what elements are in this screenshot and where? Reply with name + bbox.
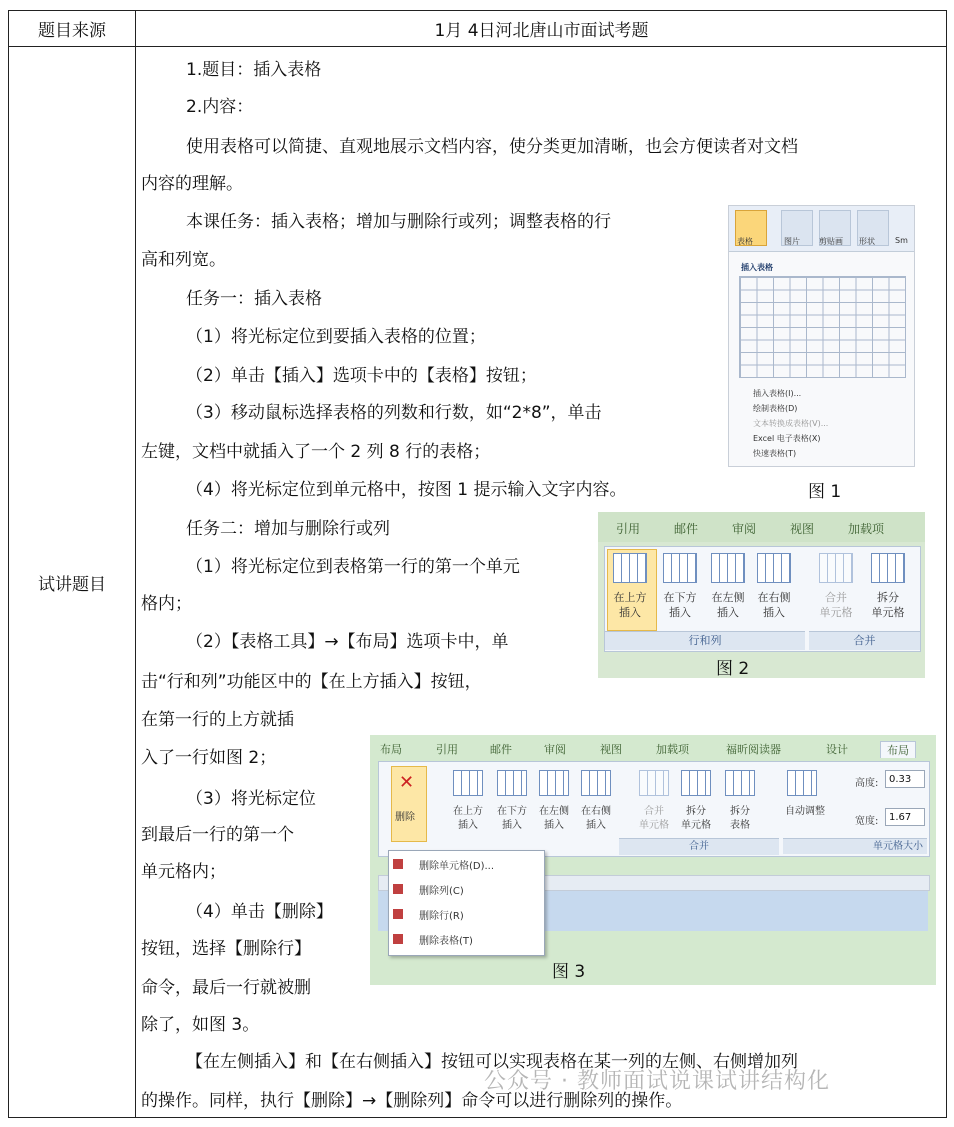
text-line: 【在左侧插入】和【在右侧插入】按钮可以实现表格在某一列的左侧、右侧增加列 bbox=[186, 1052, 798, 1072]
text-line: 内容的理解。 bbox=[141, 174, 243, 194]
delete-table-icon bbox=[393, 934, 403, 944]
fig2-tab: 邮件 bbox=[674, 522, 699, 536]
fig2-btn-label: 插入 bbox=[669, 606, 691, 619]
insert-left-icon bbox=[711, 553, 745, 583]
fig3-btn-label: 在下方 bbox=[497, 806, 527, 817]
fig3-btn-label: 在左侧 bbox=[539, 806, 569, 817]
delete-label: 删除 bbox=[395, 812, 415, 823]
split-cells-icon bbox=[681, 770, 711, 796]
menu-delete-cells[interactable]: 删除单元格(D)... bbox=[419, 861, 495, 872]
column-divider bbox=[135, 11, 136, 1117]
insert-right-icon bbox=[581, 770, 611, 796]
fig3-group-label: 合并 bbox=[619, 838, 779, 855]
figure-2-caption: 图 2 bbox=[716, 659, 750, 679]
fig3-btn-label: 插入 bbox=[586, 820, 606, 831]
text-line: （2）单击【插入】选项卡中的【表格】按钮； bbox=[186, 366, 537, 386]
fig2-tab: 审阅 bbox=[732, 522, 757, 536]
fig2-group-label: 行和列 bbox=[605, 631, 805, 650]
fig1-menu-item: Excel 电子表格(X) bbox=[753, 434, 821, 443]
split-cells-icon bbox=[871, 553, 905, 583]
fig1-ribbon-label: 表格 bbox=[737, 237, 753, 246]
text-line: 使用表格可以简捷、直观地展示文档内容，使分类更加清晰，也会方便读者对文档 bbox=[186, 137, 798, 157]
text-line: 入了一行如图 2； bbox=[141, 748, 277, 768]
figure-3-caption: 图 3 bbox=[552, 962, 586, 982]
text-line: 高和列宽。 bbox=[141, 250, 226, 270]
fig2-btn-label: 在下方 bbox=[663, 591, 697, 604]
merge-cells-icon bbox=[639, 770, 669, 796]
fig2-btn-label: 单元格 bbox=[819, 606, 853, 619]
fig2-btn-label: 拆分 bbox=[877, 591, 899, 604]
side-label: 试讲题目 bbox=[38, 574, 106, 595]
fig2-btn-label: 单元格 bbox=[871, 606, 905, 619]
fig3-tab: 设计 bbox=[826, 743, 848, 756]
insert-above-icon bbox=[613, 553, 647, 583]
fig2-btn-label: 在右侧 bbox=[757, 591, 791, 604]
fig3-btn-label: 单元格 bbox=[639, 820, 669, 831]
fig3-btn-label: 插入 bbox=[544, 820, 564, 831]
fig2-btn-label: 在左侧 bbox=[711, 591, 745, 604]
text-line: 格内； bbox=[141, 594, 192, 614]
fig3-btn-label: 在右侧 bbox=[581, 806, 611, 817]
text-line: 在第一行的上方就插 bbox=[141, 710, 294, 730]
text-line: （4）将光标定位到单元格中，按图 1 提示输入文字内容。 bbox=[186, 480, 627, 500]
fig1-menu bbox=[739, 386, 904, 461]
text-line: 任务二：增加与删除行或列 bbox=[186, 519, 390, 539]
fig3-btn-label: 合并 bbox=[644, 806, 664, 817]
fig1-ribbon-label: Sm bbox=[895, 236, 908, 245]
fig1-menu-item: 插入表格(I)... bbox=[753, 389, 802, 398]
header-divider bbox=[9, 46, 946, 47]
insert-below-icon bbox=[497, 770, 527, 796]
fig2-tab: 视图 bbox=[790, 522, 815, 536]
delete-columns-icon bbox=[393, 884, 403, 894]
fig3-btn-label: 插入 bbox=[502, 820, 522, 831]
merge-cells-icon bbox=[819, 553, 853, 583]
text-line: 1.题目：插入表格 bbox=[186, 60, 322, 80]
fig2-btn-label: 插入 bbox=[717, 606, 739, 619]
watermark: 公众号 · 教师面试说课试讲结构化 bbox=[484, 1069, 830, 1094]
insert-above-icon bbox=[453, 770, 483, 796]
width-input[interactable]: 1.67 bbox=[885, 808, 925, 826]
header-source-value: 1月 4日河北唐山市面试考题 bbox=[434, 21, 649, 41]
text-line: 到最后一行的第一个 bbox=[141, 825, 294, 845]
delete-dropdown-menu bbox=[388, 850, 545, 956]
fig3-tab-active: 布局 bbox=[880, 741, 916, 758]
text-line: （2）【表格工具】→【布局】选项卡中，单 bbox=[186, 632, 509, 652]
fig3-btn-label: 在上方 bbox=[453, 806, 483, 817]
menu-delete-columns[interactable]: 删除列(C) bbox=[419, 886, 464, 897]
fig1-ribbon-label: 图片 bbox=[784, 237, 800, 246]
text-line: 任务一：插入表格 bbox=[186, 289, 322, 309]
fig3-ribbon-body bbox=[378, 761, 930, 857]
split-table-icon bbox=[725, 770, 755, 796]
text-line: （3）将光标定位 bbox=[186, 789, 316, 809]
fig1-menu-item: 绘制表格(D) bbox=[753, 404, 798, 413]
fig2-btn-label: 插入 bbox=[763, 606, 785, 619]
fig3-tab: 布局 bbox=[380, 743, 402, 756]
fig3-tab: 视图 bbox=[600, 743, 622, 756]
figure-1-table-menu bbox=[728, 205, 915, 467]
text-line: 左键，文档中就插入了一个 2 列 8 行的表格； bbox=[141, 442, 491, 462]
delete-rows-icon bbox=[393, 909, 403, 919]
text-line: 2.内容： bbox=[186, 97, 254, 117]
fig1-ribbon bbox=[729, 206, 914, 252]
fig3-btn-label: 表格 bbox=[730, 820, 750, 831]
fig2-btn-label: 在上方 bbox=[613, 591, 647, 604]
autofit-icon bbox=[787, 770, 817, 796]
fig3-tab: 加载项 bbox=[656, 743, 689, 756]
fig3-group-label: 单元格大小 bbox=[783, 838, 927, 854]
text-line: 除了，如图 3。 bbox=[141, 1015, 260, 1035]
fig2-tab-bar bbox=[598, 512, 925, 542]
text-line: 单元格内； bbox=[141, 862, 226, 882]
fig3-btn-label: 插入 bbox=[458, 820, 478, 831]
fig2-group-label: 合并 bbox=[809, 631, 920, 650]
text-line: （3）移动鼠标选择表格的列数和行数，如“2*8”，单击 bbox=[186, 403, 602, 423]
table-grid-picker bbox=[739, 276, 906, 378]
fig2-tab: 引用 bbox=[616, 522, 641, 536]
text-line: 命令，最后一行就被删 bbox=[141, 978, 311, 998]
fig3-tab: 引用 bbox=[436, 743, 458, 756]
fig3-btn-label: 自动调整 bbox=[785, 806, 825, 817]
fig3-btn-label: 拆分 bbox=[730, 806, 750, 817]
fig1-menu-item: 文本转换成表格(V)... bbox=[753, 419, 829, 428]
fig2-btn-label: 插入 bbox=[619, 606, 641, 619]
fig2-btn-label: 合并 bbox=[825, 591, 847, 604]
text-line: 本课任务：插入表格；增加与删除行或列；调整表格的行 bbox=[186, 212, 611, 232]
figure-1-caption: 图 1 bbox=[808, 482, 842, 502]
text-line: （1）将光标定位到要插入表格的位置； bbox=[186, 327, 486, 347]
height-input[interactable]: 0.33 bbox=[885, 770, 925, 788]
insert-below-icon bbox=[663, 553, 697, 583]
text-line: 击“行和列”功能区中的【在上方插入】按钮， bbox=[141, 672, 482, 692]
fig1-ribbon-label: 形状 bbox=[859, 237, 875, 246]
fig1-menu-item: 快速表格(T) bbox=[753, 449, 797, 458]
insert-right-icon bbox=[757, 553, 791, 583]
fig3-btn-label: 单元格 bbox=[681, 820, 711, 831]
insert-left-icon bbox=[539, 770, 569, 796]
fig1-grid-title: 插入表格 bbox=[741, 263, 773, 272]
menu-delete-rows[interactable]: 删除行(R) bbox=[419, 911, 464, 922]
text-line: （4）单击【删除】 bbox=[186, 902, 333, 922]
text-line: （1）将光标定位到表格第一行的第一个单元 bbox=[186, 557, 520, 577]
fig1-ribbon-label: 剪贴画 bbox=[819, 237, 843, 246]
delete-cells-icon bbox=[393, 859, 403, 869]
fig3-tab: 福昕阅读器 bbox=[726, 743, 781, 756]
delete-icon: ✕ bbox=[399, 772, 415, 793]
header-source-label: 题目来源 bbox=[38, 21, 106, 41]
text-line: 的操作。同样，执行【删除】→【删除列】命令可以进行删除列的操作。 bbox=[141, 1091, 683, 1111]
fig3-btn-label: 拆分 bbox=[686, 806, 706, 817]
fig2-ribbon-body bbox=[604, 546, 921, 652]
fig3-tab: 邮件 bbox=[490, 743, 512, 756]
height-label: 高度: bbox=[855, 778, 879, 789]
menu-delete-table[interactable]: 删除表格(T) bbox=[419, 936, 473, 947]
fig3-tab: 审阅 bbox=[544, 743, 566, 756]
figure-2-insert-rows bbox=[598, 512, 925, 678]
fig2-tab: 加载项 bbox=[848, 522, 885, 536]
text-line: 按钮，选择【删除行】 bbox=[141, 939, 311, 959]
width-label: 宽度: bbox=[855, 816, 879, 827]
figure-3-delete-menu bbox=[370, 735, 936, 985]
